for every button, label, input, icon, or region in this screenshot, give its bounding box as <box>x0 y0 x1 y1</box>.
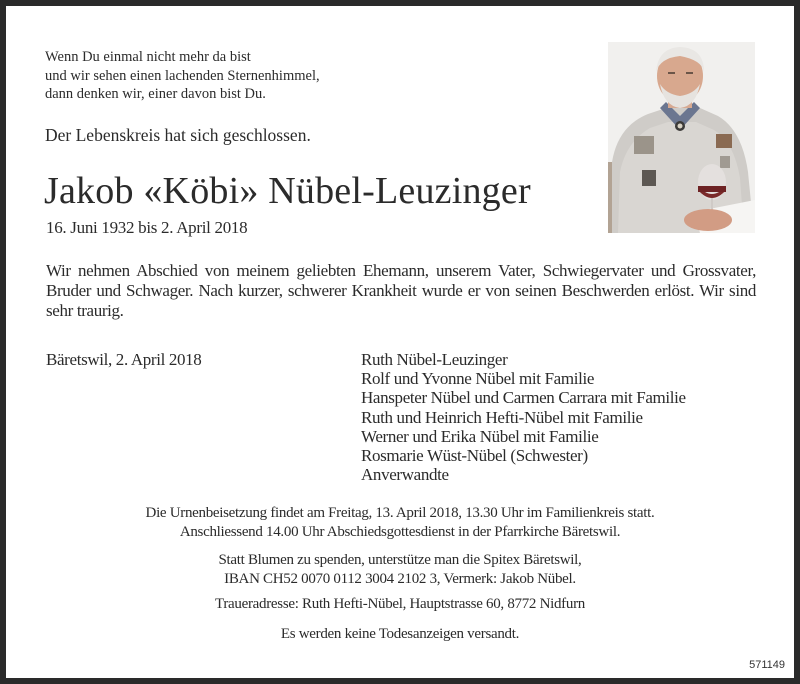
poem-line: Wenn Du einmal nicht mehr da bist <box>45 49 251 65</box>
poem <box>45 48 320 104</box>
mourner-entry: Ruth und Heinrich Hefti-Nübel mit Familie <box>361 407 643 427</box>
circle-line: Der Lebenskreis hat sich geschlossen. <box>45 125 311 145</box>
poem-line: und wir sehen einen lachenden Sternenhimmel, <box>45 67 320 84</box>
mourners-list <box>361 350 686 484</box>
donation-line: Statt Blumen zu spenden, unterstütze man die Spitex Bäretswil, <box>218 552 582 568</box>
mourner-entry: Ruth Nübel-Leuzinger <box>361 350 508 369</box>
place-date: Bäretswil, 2. April 2018 <box>46 350 202 369</box>
reference-number: 571149 <box>749 659 785 671</box>
donation-line: IBAN CH52 0070 0112 3004 2102 3, Vermerk: Jakob Nübel. <box>224 571 576 587</box>
portrait-image <box>608 42 755 233</box>
service-line: Die Urnenbeisetzung findet am Freitag, 13. April 2018, 13.30 Uhr im Familienkreis statt. <box>145 505 655 521</box>
donation-info <box>6 551 794 589</box>
mourning-address: Traueradresse: Ruth Hefti-Nübel, Hauptstrasse 60, 8772 Nidfurn <box>215 596 585 612</box>
life-dates: 16. Juni 1932 bis 2. April 2018 <box>46 218 248 237</box>
mourner-entry: Hanspeter Nübel und Carmen Carrara mit Familie <box>361 388 686 408</box>
service-line: Anschliessend 14.00 Uhr Abschiedsgottesdienst in der Pfarrkirche Bäretswil. <box>179 524 621 540</box>
mourner-entry: Anverwandte <box>361 465 449 485</box>
poem-line: dann denken wir, einer davon bist Du. <box>45 86 266 102</box>
closing-note: Es werden keine Todesanzeigen versandt. <box>280 626 520 642</box>
portrait-photo <box>608 42 755 233</box>
service-info <box>6 504 794 542</box>
farewell-message: Wir nehmen Abschied von meinem geliebten Ehemann, unserem Vater, Schwiegervater und Grossvater, Bruder und Schwager. Nach kurzer, schwerer Krankheit wurde er von seinen Beschwerden erlöst. Wir sind sehr traurig. <box>46 261 756 320</box>
obituary-notice <box>6 6 794 678</box>
mourner-entry: Rosmarie Wüst-Nübel (Schwester) <box>361 446 588 466</box>
deceased-name: Jakob «Köbi» Nübel-Leuzinger <box>44 170 531 212</box>
mourner-entry: Rolf und Yvonne Nübel mit Familie <box>361 369 595 389</box>
mourner-entry: Werner und Erika Nübel mit Familie <box>361 426 599 446</box>
